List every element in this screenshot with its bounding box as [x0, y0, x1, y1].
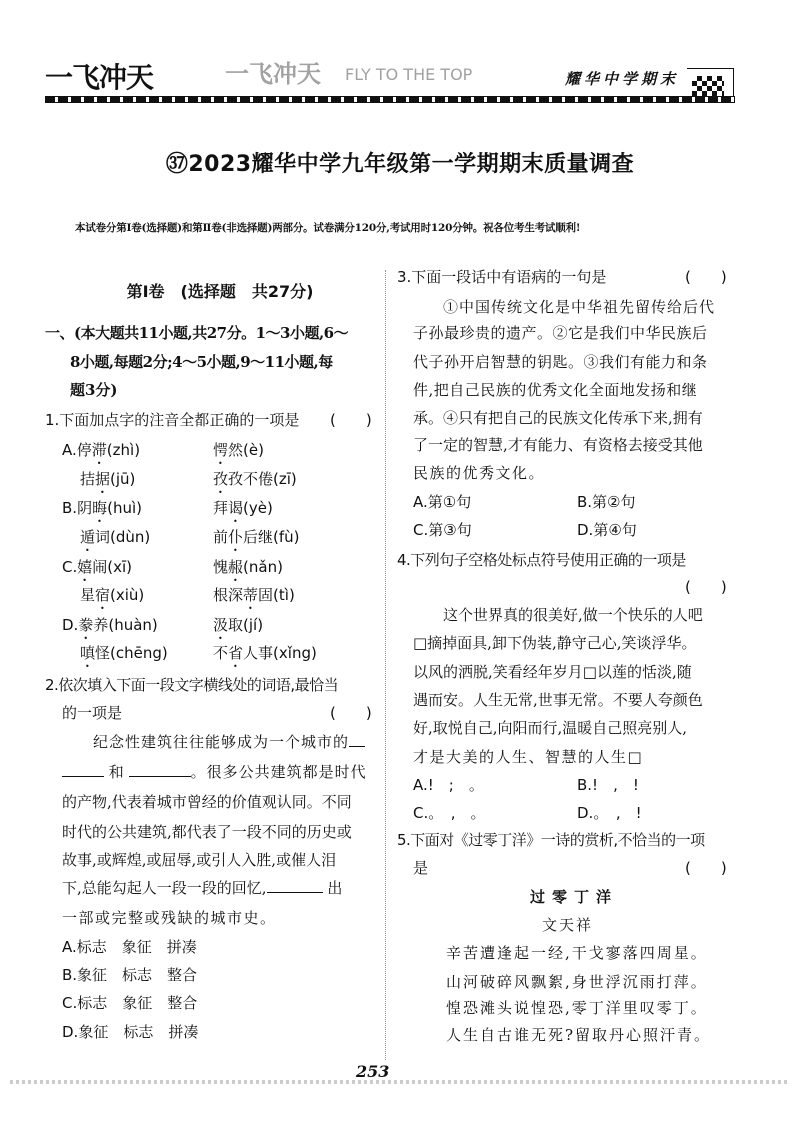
- question-stem: 4.下列句子空格处标点符号使用正确的一项是: [397, 551, 686, 569]
- pinyin: (dùn): [110, 528, 151, 546]
- option-label[interactable]: C.: [62, 558, 78, 576]
- q1-option-item: [213, 527, 300, 555]
- word-text: 固: [258, 586, 274, 604]
- option-label[interactable]: B.: [62, 499, 78, 517]
- word-text: 怪: [95, 644, 111, 662]
- pinyin: (xī): [107, 558, 133, 576]
- word-text: 孜不倦: [228, 470, 274, 488]
- footer-band: [10, 1080, 790, 1084]
- fly-to-the-top-watermark: [215, 52, 535, 92]
- passage-line: 一部或完整或残缺的城市史。: [62, 909, 277, 927]
- poem-author: 文天祥: [542, 916, 594, 934]
- word-text: 前: [213, 528, 229, 546]
- option-a[interactable]: A.标志 象征 拼凑: [62, 938, 197, 956]
- dotted-char: 滞: [91, 441, 107, 459]
- option-d[interactable]: D.第④句: [577, 521, 637, 539]
- section-heading: 第Ⅰ卷 (选择题 共27分): [126, 282, 314, 301]
- exam-instructions: 本试卷分第Ⅰ卷(选择题)和第Ⅱ卷(非选择题)两部分。试卷满分120分,考试用时120分钟。祝各位考生考试顺利!: [75, 222, 581, 234]
- word-text: 取: [228, 616, 244, 634]
- dotted-char: 晦: [92, 499, 108, 517]
- word-text: 人事: [243, 644, 274, 662]
- passage-line: [62, 878, 342, 898]
- dotted-char: 省: [228, 644, 244, 662]
- fill-blank-1-cont[interactable]: [62, 762, 104, 777]
- q1-option-item: [80, 643, 168, 671]
- pinyin: (yè): [243, 499, 273, 517]
- dotted-char: 赧: [228, 558, 244, 576]
- poem-line: 人生自古谁无死?留取丹心照汗青。: [446, 1026, 712, 1044]
- option-c[interactable]: C.标志 象征 整合: [62, 994, 198, 1012]
- pinyin: (jí): [243, 616, 264, 634]
- poem-line: 辛苦遭逢起一经,干戈寥落四周星。: [446, 944, 708, 962]
- question-stem: 3.下面一段话中有语病的一句是: [397, 268, 607, 286]
- poem-line: 惶恐滩头说惶恐,零丁洋里叹零丁。: [446, 999, 708, 1017]
- exam-title: ㊲2023耀华中学九年级第一学期期末质量调查: [165, 152, 635, 177]
- answer-bracket[interactable]: ( ): [685, 578, 727, 596]
- pinyin: (huì): [107, 499, 142, 517]
- dotted-char: 愕: [213, 441, 229, 459]
- option-d[interactable]: D.。 , !: [577, 804, 642, 822]
- answer-bracket[interactable]: ( ): [685, 268, 727, 286]
- page-number: 253: [356, 1062, 390, 1081]
- question-stem: 是: [413, 859, 429, 877]
- fill-blank-1[interactable]: [349, 732, 365, 747]
- watermark-en: FLY TO THE TOP: [345, 65, 473, 84]
- fill-blank-3[interactable]: [267, 878, 323, 893]
- dotted-char: 谒: [228, 499, 244, 517]
- pinyin: (nǎn): [243, 558, 283, 576]
- dotted-char: 汲: [213, 616, 229, 634]
- option-c[interactable]: C.。 , 。: [413, 804, 486, 822]
- q1-option-item: [62, 615, 158, 643]
- passage-line: 了一定的智慧,才有能力、有资格去接受其他: [413, 436, 703, 454]
- poem-line: 山河破碎风飘絮,身世浮沉雨打萍。: [446, 973, 708, 991]
- passage-line: 的产物,代表着城市曾经的价值观认同。不同: [62, 793, 352, 811]
- word-text: 根深: [213, 586, 244, 604]
- column-divider: [385, 270, 386, 1060]
- brand-logo: 一飞冲天: [45, 61, 154, 94]
- dotted-char: 孜: [213, 470, 229, 488]
- section-instruction-line: 一、(本大题共11小题,共27分。1～3小题,6～: [45, 324, 349, 342]
- option-label[interactable]: A.: [62, 441, 77, 459]
- q1-option-item: [213, 498, 273, 526]
- answer-bracket[interactable]: ( ): [330, 411, 372, 429]
- dotted-char: 嬉: [77, 558, 93, 576]
- passage-line: 这个世界真的很美好,做一个快乐的人吧: [443, 606, 703, 624]
- passage-line: 好,取悦自己,向阳而行,温暖自己照亮别人,: [413, 719, 688, 737]
- passage-line: 件,把自己民族的优秀文化全面地发扬和继: [413, 381, 698, 399]
- passage-line: 代子孙开启智慧的钥匙。③我们有能力和条: [413, 353, 708, 371]
- q1-option-item: [213, 615, 263, 643]
- passage-text: 。很多公共建筑都是时代: [190, 763, 367, 781]
- option-a[interactable]: A.第①句: [413, 493, 472, 511]
- passage-text: 出: [327, 879, 343, 897]
- answer-bracket[interactable]: ( ): [685, 859, 727, 877]
- dotted-char: 豢: [78, 616, 94, 634]
- q1-option-item: [62, 498, 142, 526]
- word-text: 后继: [243, 528, 274, 546]
- watermark-cn: 一飞冲天: [225, 60, 321, 88]
- question-stem: 2.依次填入下面一段文字横线处的词语,最恰当: [45, 676, 339, 694]
- word-text: 阴: [77, 499, 93, 517]
- fill-blank-2[interactable]: [129, 762, 191, 777]
- passage-line: 故事,或辉煌,或屈辱,或引人入胜,或催人泪: [62, 851, 337, 869]
- question-stem: 1.下面加点字的注音全都正确的一项是: [45, 411, 300, 429]
- checkerboard-decoration: [692, 76, 724, 96]
- word-text: 拮: [80, 470, 96, 488]
- q1-option-item: [62, 557, 132, 585]
- passage-line: 承。④只有把自己的民族文化传承下来,拥有: [413, 409, 703, 427]
- q1-option-item: [80, 527, 150, 555]
- passage-text: 下,总能勾起人一段一段的回忆,: [62, 879, 267, 897]
- q1-option-item: [213, 585, 295, 613]
- section-instruction-line: 题3分): [70, 381, 118, 399]
- section-instruction-line: 8小题,每题2分;4～5小题,9～11小题,每: [70, 353, 333, 371]
- word-text: 闹: [92, 558, 108, 576]
- option-b[interactable]: B.象征 标志 整合: [62, 966, 198, 984]
- pinyin: (è): [243, 441, 264, 459]
- poem-title: 过零丁洋: [530, 888, 619, 906]
- q1-option-item: [213, 469, 297, 497]
- pinyin: (tì): [273, 586, 295, 604]
- word-text: 词: [95, 528, 111, 546]
- q1-option-item: [213, 440, 264, 468]
- passage-line: 遇而安。人生无常,世事无常。不要人夸颜色: [413, 691, 703, 709]
- q1-option-item: [213, 557, 283, 585]
- passage-text: 和: [108, 763, 124, 781]
- q1-option-item: [62, 440, 140, 468]
- passage-line: [93, 732, 365, 752]
- pinyin: (jū): [110, 470, 136, 488]
- dotted-char: 据: [95, 470, 111, 488]
- passage-line: 以风的洒脱,笑看经年岁月□以莲的恬淡,随: [413, 663, 692, 681]
- word-text: 拜: [213, 499, 229, 517]
- passage-line: 时代的公共建筑,都代表了一段不同的历史或: [62, 823, 352, 841]
- option-a[interactable]: A.! ; 。: [413, 776, 484, 794]
- pinyin: (fù): [273, 528, 300, 546]
- passage-line: 才是大美的人生、智慧的人生□: [413, 748, 644, 766]
- option-b[interactable]: B.第②句: [577, 493, 636, 511]
- passage-line: ①中国传统文化是中华祖先留传给后代: [443, 298, 716, 316]
- passage-line: 子孙最珍贵的遗产。②它是我们中华民族后: [413, 324, 708, 342]
- word-text: 养: [93, 616, 109, 634]
- passage-line: [62, 762, 367, 782]
- answer-bracket[interactable]: ( ): [330, 704, 372, 722]
- dotted-char: 宿: [95, 586, 111, 604]
- pinyin: (huàn): [108, 616, 158, 634]
- word-text: 停: [76, 441, 92, 459]
- option-c[interactable]: C.第③句: [413, 521, 472, 539]
- word-text: 然: [228, 441, 244, 459]
- option-d[interactable]: D.象征 标志 拼凑: [62, 1023, 199, 1041]
- dotted-char: 仆: [228, 528, 244, 546]
- pinyin: (chēng): [110, 644, 168, 662]
- pinyin: (xiù): [110, 586, 145, 604]
- question-stem: 的一项是: [62, 704, 123, 722]
- word-text: 不: [213, 644, 229, 662]
- header-divider: [45, 96, 735, 103]
- option-label[interactable]: D.: [62, 616, 79, 634]
- question-stem: 5.下面对《过零丁洋》一诗的赏析,不恰当的一项: [397, 831, 705, 849]
- word-text: 愧: [213, 558, 229, 576]
- series-label: 耀华中学期末: [565, 70, 680, 88]
- word-text: 星: [80, 586, 96, 604]
- q1-option-item: [80, 469, 135, 497]
- option-b[interactable]: B.! , !: [577, 776, 639, 794]
- dotted-char: 遁: [80, 528, 96, 546]
- q1-option-item: [80, 585, 144, 613]
- passage-line: □摘掉面具,卸下伪装,静守己心,笑谈浮华。: [413, 634, 697, 652]
- pinyin: (xǐng): [273, 644, 317, 662]
- pinyin: (zhì): [106, 441, 141, 459]
- dotted-char: 蒂: [243, 586, 259, 604]
- passage-line: 民族的优秀文化。: [413, 464, 546, 482]
- dotted-char: 嗔: [80, 644, 96, 662]
- q1-option-item: [213, 643, 317, 671]
- pinyin: (zī): [273, 470, 297, 488]
- passage-text: 纪念性建筑往往能够成为一个城市的: [93, 733, 350, 751]
